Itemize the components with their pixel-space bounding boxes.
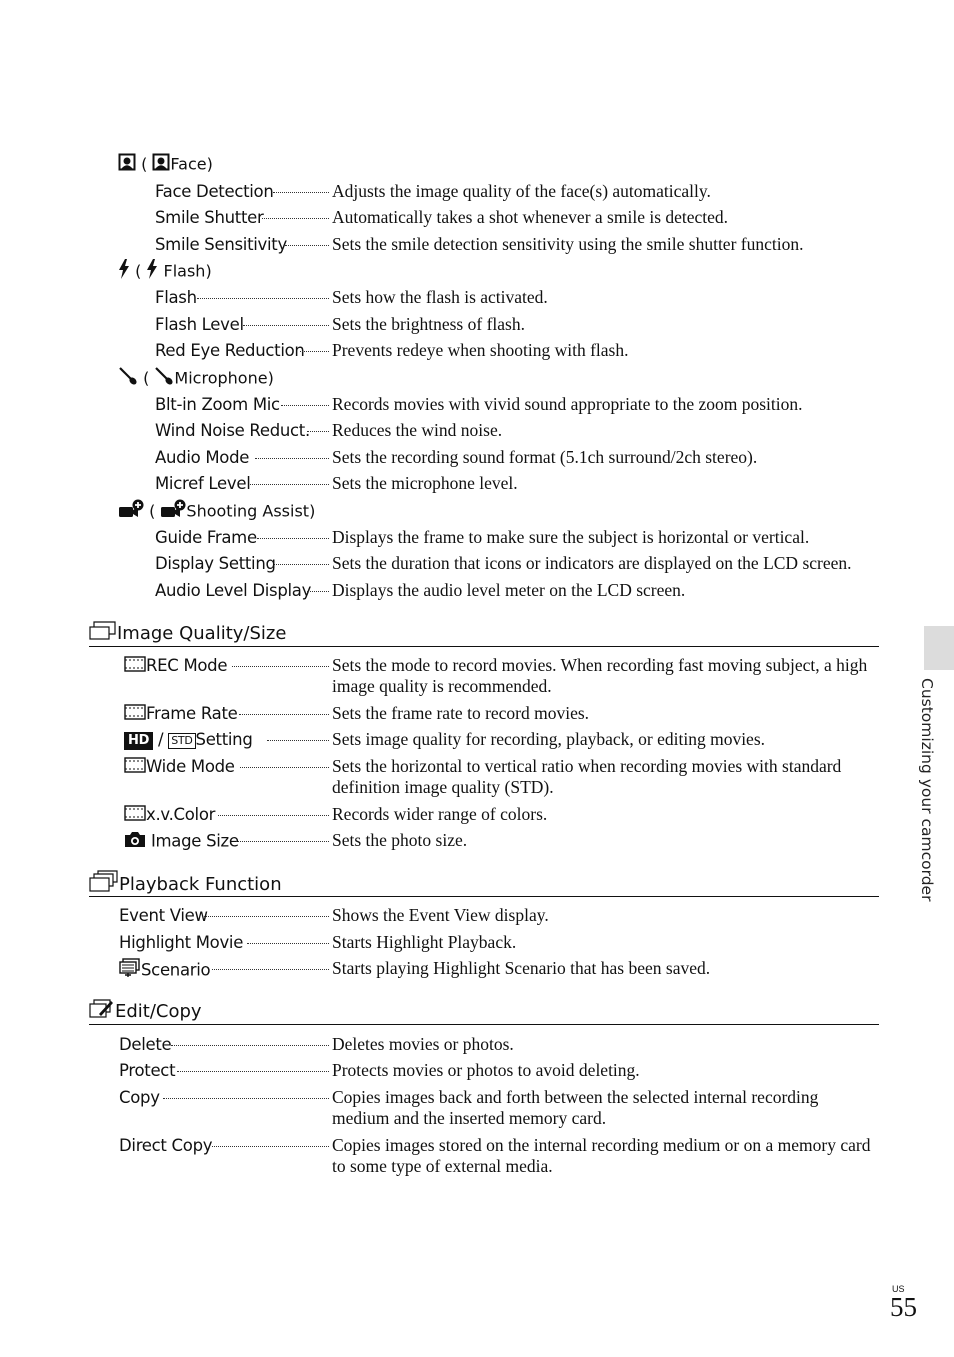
flash-icon bbox=[118, 259, 130, 285]
group-flash-heading: ( Flash) bbox=[118, 259, 212, 285]
item-term: Blt-in Zoom Mic bbox=[155, 395, 280, 414]
item-term: Frame Rate bbox=[124, 703, 238, 726]
item-description: Sets the smile detection sensitivity using the smile shutter function. bbox=[332, 234, 804, 254]
item-term: Flash Level bbox=[155, 315, 244, 334]
item-description: Reduces the wind noise. bbox=[332, 420, 503, 440]
shooting-assist-icon bbox=[160, 499, 186, 525]
item-term: Protect bbox=[119, 1061, 176, 1080]
item-term: Direct Copy bbox=[119, 1136, 213, 1155]
list-item bbox=[155, 234, 875, 256]
leader-dots bbox=[262, 218, 329, 219]
leader-dots bbox=[218, 815, 329, 816]
item-description: Sets the frame rate to record movies. bbox=[332, 703, 590, 723]
group-label: Shooting Assist bbox=[186, 501, 310, 521]
item-term: Face Detection bbox=[155, 182, 274, 201]
scenario-icon bbox=[119, 958, 141, 984]
leader-dots bbox=[250, 484, 329, 485]
item-description: Prevents redeye when shooting with flash. bbox=[332, 340, 629, 360]
leader-dots bbox=[274, 564, 329, 565]
item-term: Wind Noise Reduct. bbox=[155, 421, 310, 440]
item-term: Image Size bbox=[124, 830, 239, 854]
leader-dots bbox=[232, 666, 329, 667]
leader-dots bbox=[240, 767, 329, 768]
list-item bbox=[155, 473, 875, 495]
list-item bbox=[155, 420, 875, 442]
item-description: Adjusts the image quality of the face(s) automatically. bbox=[332, 181, 711, 201]
item-description: Starts Highlight Playback. bbox=[332, 932, 517, 952]
side-tab-marker bbox=[924, 626, 954, 670]
leader-dots bbox=[285, 245, 329, 246]
item-description: Sets the photo size. bbox=[332, 830, 468, 850]
item-description: Copies images back and forth between the selected internal recording medium and the inserted memory card. bbox=[332, 1087, 819, 1128]
leader-dots bbox=[197, 298, 329, 299]
leader-dots bbox=[300, 351, 329, 352]
film-icon bbox=[124, 656, 146, 678]
playback-icon bbox=[89, 870, 119, 900]
item-description: Records wider range of colors. bbox=[332, 804, 548, 824]
leader-dots bbox=[281, 405, 329, 406]
leader-dots bbox=[204, 916, 329, 917]
page-number: 55 bbox=[890, 1292, 917, 1322]
film-icon bbox=[124, 757, 146, 779]
item-description: Sets the duration that icons or indicators are displayed on the LCD screen. bbox=[332, 553, 852, 573]
list-item bbox=[119, 932, 879, 954]
item-term: x.v.Color bbox=[124, 804, 215, 827]
face-icon bbox=[152, 153, 170, 177]
section-edit bbox=[89, 998, 879, 1025]
list-item bbox=[155, 340, 875, 362]
item-description: Deletes movies or photos. bbox=[332, 1034, 514, 1054]
hd-badge-icon: HD bbox=[124, 732, 153, 750]
item-term: Wide Mode bbox=[124, 756, 235, 779]
item-term: Scenario bbox=[119, 958, 210, 984]
item-term: Highlight Movie bbox=[119, 933, 244, 952]
microphone-icon bbox=[154, 366, 174, 392]
leader-dots bbox=[273, 192, 329, 193]
list-item bbox=[155, 314, 875, 336]
item-term: HD / STD Setting bbox=[124, 729, 253, 751]
item-term: Copy bbox=[119, 1088, 160, 1107]
list-item bbox=[155, 447, 875, 469]
group-label: Flash bbox=[163, 261, 206, 281]
list-item bbox=[124, 830, 879, 852]
item-description: Sets the brightness of flash. bbox=[332, 314, 525, 334]
section-title: Image Quality/Size bbox=[117, 623, 287, 644]
leader-dots bbox=[247, 943, 329, 944]
list-item bbox=[124, 655, 879, 696]
list-item bbox=[119, 1060, 879, 1082]
std-badge-icon: STD bbox=[168, 733, 195, 749]
item-description: Copies images stored on the internal recording medium or on a memory card to some type of external media. bbox=[332, 1135, 871, 1176]
list-item bbox=[119, 958, 879, 980]
section-title: Edit/Copy bbox=[115, 1001, 202, 1022]
list-item bbox=[155, 181, 875, 203]
item-description: Records movies with vivid sound appropriate to the zoom position. bbox=[332, 394, 803, 414]
leader-dots bbox=[257, 538, 329, 539]
camera-icon bbox=[124, 830, 146, 854]
item-description: Shows the Event View display. bbox=[332, 905, 549, 925]
list-item bbox=[155, 553, 875, 575]
group-label: Microphone bbox=[174, 368, 268, 388]
list-item bbox=[119, 1135, 879, 1176]
item-term: Guide Frame bbox=[155, 528, 257, 547]
item-term: Delete bbox=[119, 1035, 172, 1054]
section-playback bbox=[89, 870, 879, 897]
leader-dots bbox=[267, 740, 329, 741]
item-description: Displays the audio level meter on the LCD screen. bbox=[332, 580, 686, 600]
list-item bbox=[155, 207, 875, 229]
leader-dots bbox=[177, 1071, 329, 1072]
leader-dots bbox=[307, 591, 329, 592]
list-item bbox=[155, 287, 875, 309]
film-icon bbox=[124, 704, 146, 726]
edit-icon bbox=[89, 998, 115, 1026]
item-term: Smile Shutter bbox=[155, 208, 264, 227]
item-description: Displays the frame to make sure the subject is horizontal or vertical. bbox=[332, 527, 810, 547]
item-term: Micref Level bbox=[155, 474, 251, 493]
group-label: Face bbox=[170, 154, 207, 174]
item-description: Sets the recording sound format (5.1ch surround/2ch stereo). bbox=[332, 447, 758, 467]
item-description: Sets the microphone level. bbox=[332, 473, 518, 493]
leader-dots bbox=[171, 1045, 329, 1046]
item-description: Sets the mode to record movies. When recording fast moving subject, a high image quality is recommended. bbox=[332, 655, 868, 696]
side-tab-label: Customizing your camcorder bbox=[918, 678, 936, 902]
item-description: Starts playing Highlight Scenario that has been saved. bbox=[332, 958, 711, 978]
leader-dots bbox=[212, 1146, 329, 1147]
leader-dots bbox=[239, 714, 329, 715]
flash-icon bbox=[146, 259, 158, 285]
list-item bbox=[155, 394, 875, 416]
image-quality-icon bbox=[89, 620, 117, 648]
item-term: Smile Sensitivity bbox=[155, 235, 287, 254]
item-term: REC Mode bbox=[124, 655, 227, 678]
item-description: Sets image quality for recording, playback, or editing movies. bbox=[332, 729, 766, 749]
item-term: Audio Level Display bbox=[155, 581, 312, 600]
list-item bbox=[124, 729, 879, 751]
list-item bbox=[119, 1034, 879, 1056]
section-title: Playback Function bbox=[119, 874, 282, 895]
group-microphone-heading: ( Microphone) bbox=[118, 366, 274, 392]
leader-dots bbox=[243, 325, 329, 326]
page-locale: US bbox=[892, 1284, 905, 1294]
list-item bbox=[124, 703, 879, 725]
item-term: Flash bbox=[155, 288, 197, 307]
leader-dots bbox=[255, 458, 329, 459]
item-term: Display Setting bbox=[155, 554, 276, 573]
list-item bbox=[155, 580, 875, 602]
section-image-quality bbox=[89, 620, 879, 647]
list-item bbox=[155, 527, 875, 549]
item-description: Automatically takes a shot whenever a smile is detected. bbox=[332, 207, 729, 227]
item-description: Sets the horizontal to vertical ratio when recording movies with standard definition image quality (STD). bbox=[332, 756, 842, 797]
shooting-assist-icon bbox=[118, 499, 144, 525]
face-icon bbox=[118, 153, 136, 177]
film-icon bbox=[124, 805, 146, 827]
item-description: Protects movies or photos to avoid deleting. bbox=[332, 1060, 640, 1080]
list-item bbox=[119, 1087, 879, 1128]
list-item bbox=[119, 905, 879, 927]
group-face-heading: ( Face) bbox=[118, 153, 213, 177]
leader-dots bbox=[307, 431, 329, 432]
list-item bbox=[124, 756, 879, 797]
leader-dots bbox=[236, 841, 329, 842]
list-item bbox=[124, 804, 879, 826]
item-term: Audio Mode bbox=[155, 448, 250, 467]
group-shooting-assist-heading: ( Shooting Assist) bbox=[118, 499, 315, 525]
item-term: Red Eye Reduction bbox=[155, 341, 305, 360]
leader-dots bbox=[212, 969, 329, 970]
microphone-icon bbox=[118, 366, 138, 392]
item-description: Sets how the flash is activated. bbox=[332, 287, 548, 307]
item-term: Event View bbox=[119, 906, 208, 925]
leader-dots bbox=[163, 1098, 329, 1099]
